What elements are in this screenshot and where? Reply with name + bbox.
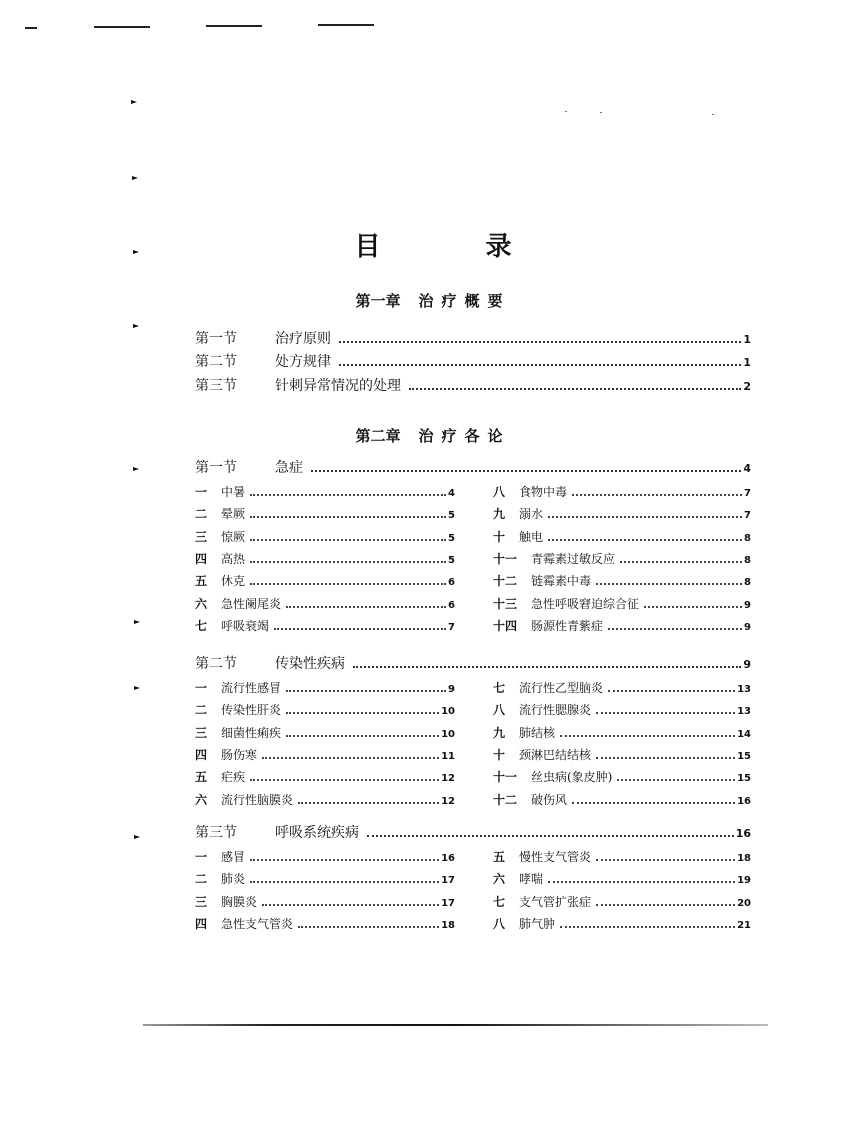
dot-leader (274, 628, 446, 630)
dot-leader (620, 561, 742, 563)
section-number: 第三节 (195, 825, 237, 841)
toc-entry[interactable] (493, 916, 751, 934)
entry-name: 食物中毒 (519, 485, 568, 499)
entry-ordinal: 七 (195, 618, 208, 633)
section-title: 治疗原则 (275, 331, 331, 347)
entry-ordinal: 三 (195, 725, 208, 740)
margin-mark (131, 100, 137, 104)
toc-section-row[interactable] (195, 824, 751, 843)
dot-leader (298, 926, 439, 928)
entry-name: 哮喘 (519, 872, 544, 887)
margin-mark (134, 686, 140, 690)
entry-name: 疟疾 (221, 770, 246, 785)
toc-entry[interactable] (493, 618, 751, 636)
toc-entry[interactable] (493, 871, 751, 889)
toc-entry[interactable] (493, 529, 751, 547)
toc-entry[interactable] (195, 506, 455, 524)
dot-leader (596, 757, 735, 759)
entry-name: 慢性支气管炎 (519, 850, 592, 864)
toc-entry[interactable] (195, 849, 455, 867)
toc-entry[interactable] (493, 747, 751, 765)
scan-line (25, 27, 37, 29)
toc-entry[interactable] (493, 769, 751, 787)
entry-ordinal: 一 (195, 681, 208, 695)
entry-name: 流行性脑膜炎 (221, 792, 294, 807)
dot-leader (250, 516, 446, 518)
entry-name: 休克 (221, 574, 246, 589)
dot-leader (250, 779, 439, 781)
toc-entry[interactable] (195, 573, 455, 591)
dot-leader (596, 583, 742, 585)
dot-leader (617, 779, 735, 781)
toc-section-row[interactable] (195, 330, 751, 349)
toc-entry[interactable] (195, 529, 455, 547)
toc-entry[interactable] (195, 596, 455, 614)
entry-ordinal: 八 (493, 485, 506, 499)
page-number: 12 (441, 773, 455, 785)
entry-ordinal: 六 (195, 596, 208, 611)
dot-leader (262, 904, 439, 906)
scan-speck (565, 111, 567, 112)
entry-name: 链霉素中毒 (531, 574, 592, 589)
entry-ordinal: 八 (493, 916, 506, 931)
toc-entry[interactable] (493, 725, 751, 743)
entry-name: 肺气肿 (519, 916, 556, 931)
toc-entry[interactable] (195, 871, 455, 889)
margin-mark (133, 467, 139, 471)
page-number: 9 (744, 621, 751, 633)
entry-ordinal: 十一 (493, 770, 518, 785)
entry-ordinal: 三 (195, 529, 208, 544)
entry-ordinal: 九 (493, 725, 506, 740)
page-number: 4 (743, 462, 751, 475)
dot-leader (560, 926, 735, 928)
page-number: 10 (441, 706, 455, 718)
margin-mark (133, 324, 139, 328)
page-number: 5 (448, 532, 455, 544)
dot-leader (367, 835, 734, 837)
page-number: 1 (743, 356, 751, 369)
dot-leader (250, 494, 446, 496)
entry-name: 流行性感冒 (221, 681, 282, 695)
chapter-number: 第二章 (355, 427, 401, 445)
scan-line (206, 25, 262, 27)
dot-leader (608, 628, 742, 630)
entry-ordinal: 六 (493, 872, 506, 887)
entry-name: 流行性腮腺炎 (519, 703, 592, 718)
entry-name: 呼吸衰竭 (221, 618, 270, 633)
dot-leader (608, 690, 735, 692)
dot-leader (250, 583, 446, 585)
entry-name: 肠伤寒 (221, 747, 258, 762)
entry-ordinal: 十 (493, 747, 506, 762)
toc-section-row[interactable] (195, 377, 751, 396)
section-number: 第一节 (195, 331, 237, 347)
section-title: 急症 (275, 460, 303, 476)
page-number: 7 (448, 621, 455, 633)
dot-leader (548, 881, 735, 883)
entry-ordinal: 六 (195, 792, 208, 807)
entry-name: 感冒 (221, 850, 246, 864)
entry-ordinal: 七 (493, 894, 506, 909)
dot-leader (572, 802, 735, 804)
entry-name: 肺结核 (519, 725, 556, 740)
page-number: 2 (743, 380, 751, 393)
chapter-name: 治疗各论 (418, 427, 511, 445)
page-number: 15 (737, 773, 751, 785)
page-number: 21 (737, 919, 751, 931)
dot-leader (286, 735, 439, 737)
section-title: 针刺异常情况的处理 (275, 378, 401, 394)
section-number: 第一节 (195, 460, 237, 476)
toc-entry[interactable] (195, 916, 455, 934)
entry-name: 高热 (221, 551, 246, 566)
margin-mark (134, 835, 140, 839)
page-number: 12 (441, 795, 455, 807)
page-number: 13 (737, 706, 751, 718)
entry-ordinal: 七 (493, 681, 506, 695)
toc-entry[interactable] (195, 725, 455, 743)
toc-section-row[interactable] (195, 655, 751, 674)
entry-name: 溺水 (519, 507, 544, 522)
entry-name: 胸膜炎 (221, 894, 258, 909)
entry-ordinal: 四 (195, 916, 208, 931)
chapter-heading (0, 425, 866, 446)
page-number: 14 (737, 728, 751, 740)
dot-leader (250, 561, 446, 563)
section-number: 第二节 (195, 354, 237, 370)
entry-ordinal: 十 (493, 529, 506, 544)
dot-leader (286, 606, 446, 608)
entry-ordinal: 四 (195, 747, 208, 762)
toc-entry[interactable] (195, 702, 455, 720)
page-number: 16 (735, 827, 751, 840)
entry-ordinal: 二 (195, 507, 208, 522)
page-number: 17 (441, 897, 455, 909)
toc-entry[interactable] (493, 894, 751, 912)
entry-ordinal: 一 (195, 485, 208, 499)
scan-speck (712, 114, 714, 115)
page-number: 9 (448, 684, 455, 695)
page-title: 目 录 (354, 232, 560, 262)
toc-entry[interactable] (493, 702, 751, 720)
chapter-name: 治疗概要 (418, 292, 511, 310)
entry-name: 破伤风 (531, 792, 568, 807)
page-number: 1 (743, 333, 751, 346)
page-number: 8 (744, 554, 751, 566)
page-number: 20 (737, 897, 751, 909)
toc-entry[interactable] (493, 596, 751, 614)
toc-entry[interactable] (493, 792, 751, 810)
entry-name: 支气管扩张症 (519, 894, 592, 909)
entry-ordinal: 十二 (493, 574, 518, 589)
entry-name: 触电 (519, 529, 544, 544)
toc-entry[interactable] (195, 769, 455, 787)
entry-name: 晕厥 (221, 507, 246, 522)
bottom-rule (143, 1024, 768, 1026)
entry-ordinal: 十四 (493, 618, 518, 633)
dot-leader (596, 904, 735, 906)
dot-leader (339, 341, 741, 343)
page-number: 11 (441, 750, 455, 762)
page-number: 8 (744, 577, 751, 589)
dot-leader (286, 690, 446, 692)
dot-leader (262, 757, 439, 759)
entry-ordinal: 五 (493, 850, 506, 864)
toc-section-row[interactable] (195, 353, 751, 372)
entry-ordinal: 四 (195, 551, 208, 566)
entry-name: 颈淋巴结结核 (519, 747, 592, 762)
entry-name: 传染性肝炎 (221, 703, 282, 718)
entry-ordinal: 九 (493, 507, 506, 522)
dot-leader (311, 470, 741, 472)
toc-entry[interactable] (195, 618, 455, 636)
toc-entry[interactable] (195, 792, 455, 810)
dot-leader (298, 802, 439, 804)
page-number: 7 (744, 488, 751, 499)
entry-name: 流行性乙型脑炎 (519, 681, 604, 695)
entry-name: 肠源性青紫症 (531, 618, 604, 633)
dot-leader (596, 859, 735, 861)
chapter-number: 第一章 (355, 292, 401, 310)
entry-ordinal: 八 (493, 703, 506, 718)
entry-ordinal: 一 (195, 850, 208, 864)
margin-mark (134, 620, 140, 624)
section-number: 第二节 (195, 656, 237, 672)
toc-entry[interactable] (493, 573, 751, 591)
entry-name: 惊厥 (221, 529, 246, 544)
entry-name: 急性阑尾炎 (221, 596, 282, 611)
toc-entry[interactable] (493, 849, 751, 867)
toc-entry[interactable] (493, 506, 751, 524)
page-number: 16 (737, 795, 751, 807)
dot-leader (548, 539, 742, 541)
dot-leader (560, 735, 735, 737)
dot-leader (250, 859, 439, 861)
dot-leader (409, 388, 741, 390)
section-number: 第三节 (195, 378, 237, 394)
toc-entry[interactable] (195, 680, 455, 698)
toc-entry[interactable] (195, 747, 455, 765)
dot-leader (250, 881, 439, 883)
page-number: 15 (737, 750, 751, 762)
toc-entry[interactable] (195, 484, 455, 502)
toc-entry[interactable] (493, 551, 751, 569)
page-number: 5 (448, 510, 455, 522)
page-number: 17 (441, 875, 455, 887)
page-number: 13 (737, 684, 751, 695)
page-number: 5 (448, 554, 455, 566)
dot-leader (286, 712, 439, 714)
entry-name: 细菌性痢疾 (221, 725, 282, 740)
page-number: 9 (744, 599, 751, 611)
toc-entry[interactable] (493, 484, 751, 502)
scan-line (318, 24, 374, 26)
entry-name: 急性呼吸窘迫综合征 (531, 596, 640, 611)
entry-ordinal: 三 (195, 894, 208, 909)
page-number: 8 (744, 532, 751, 544)
entry-ordinal: 十一 (493, 551, 518, 566)
entry-ordinal: 十三 (493, 596, 518, 611)
entry-ordinal: 五 (195, 770, 208, 785)
dot-leader (596, 712, 735, 714)
entry-ordinal: 二 (195, 872, 208, 887)
chapter-heading (0, 290, 866, 311)
page-number: 18 (441, 919, 455, 931)
page-number: 10 (441, 728, 455, 740)
margin-mark (132, 176, 138, 180)
entry-name: 丝虫病(象皮肿) (531, 770, 613, 785)
toc-entry[interactable] (493, 680, 751, 698)
toc-entry[interactable] (195, 551, 455, 569)
scan-line (94, 26, 150, 28)
dot-leader (572, 494, 742, 496)
entry-ordinal: 五 (195, 574, 208, 589)
dot-leader (353, 666, 741, 668)
dot-leader (644, 606, 742, 608)
toc-entry[interactable] (195, 894, 455, 912)
scan-speck (600, 112, 602, 113)
dot-leader (548, 516, 742, 518)
entry-name: 肺炎 (221, 872, 246, 887)
dot-leader (339, 364, 741, 366)
page-number: 6 (448, 577, 455, 589)
entry-ordinal: 十二 (493, 792, 518, 807)
entry-ordinal: 二 (195, 703, 208, 718)
toc-section-row[interactable] (195, 459, 751, 478)
entry-name: 急性支气管炎 (221, 916, 294, 931)
section-title: 传染性疾病 (275, 656, 345, 672)
page-number: 16 (441, 853, 455, 864)
dot-leader (250, 539, 446, 541)
page-number: 4 (448, 488, 455, 499)
section-title: 处方规律 (275, 354, 331, 370)
entry-name: 青霉素过敏反应 (531, 551, 616, 566)
page-number: 7 (744, 510, 751, 522)
page-number: 9 (743, 658, 751, 671)
entry-name: 中暑 (221, 485, 246, 499)
section-title: 呼吸系统疾病 (275, 825, 359, 841)
page-number: 6 (448, 599, 455, 611)
page-number: 19 (737, 875, 751, 887)
page-number: 18 (737, 853, 751, 864)
